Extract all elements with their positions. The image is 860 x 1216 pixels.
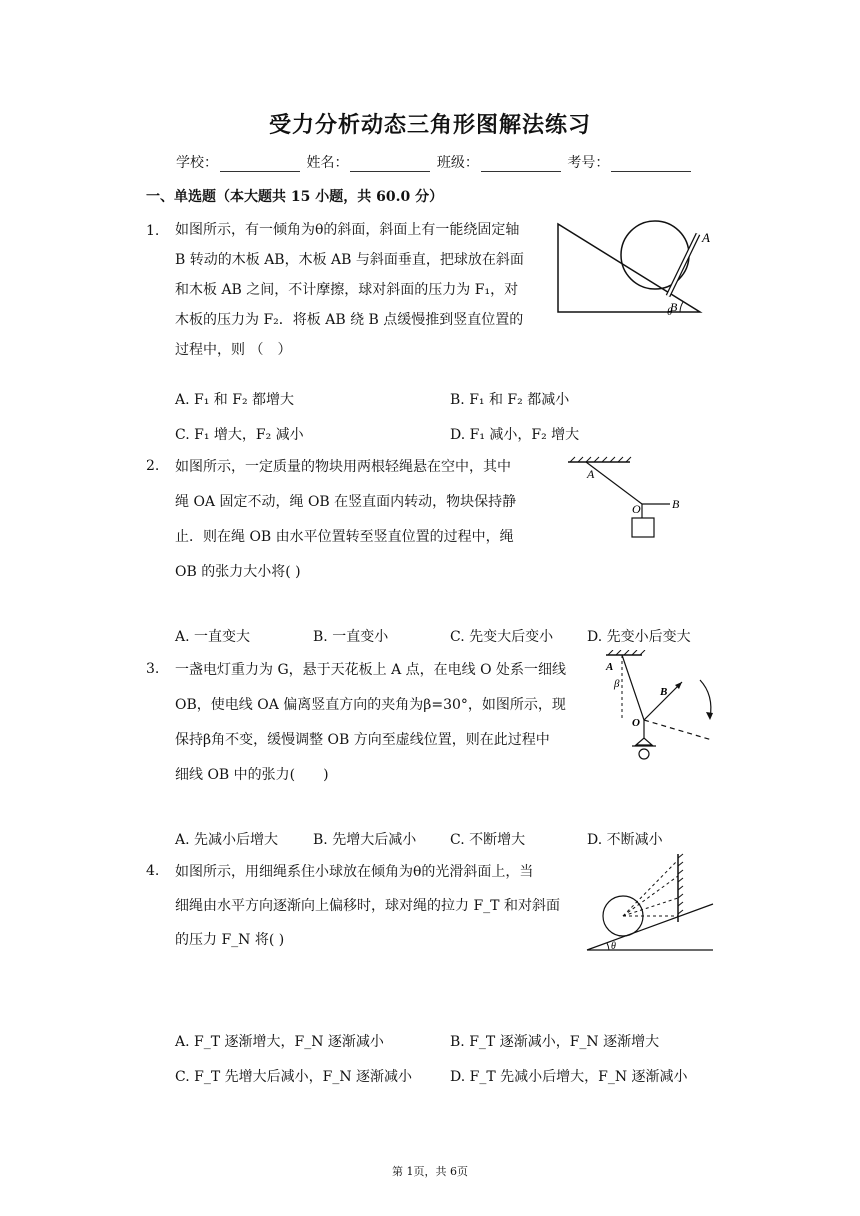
question-3-number: 3. — [146, 661, 160, 677]
question-4-option-d[interactable]: D. F_T 先减小后增大，F_N 逐渐减小 — [450, 1069, 688, 1085]
question-2-line: 止．则在绳 OB 由水平位置转至竖直位置的过程中，绳 — [175, 529, 514, 545]
question-4-option-b[interactable]: B. F_T 逐渐减小，F_N 逐渐增大 — [450, 1034, 660, 1050]
question-2-option-a[interactable]: A. 一直变大 — [175, 629, 251, 645]
question-2-line: OB 的张力大小将( ) — [175, 564, 301, 580]
question-4-option-a[interactable]: A. F_T 逐渐增大，F_N 逐渐减小 — [175, 1034, 384, 1050]
question-4-line: 如图所示，用细绳系住小球放在倾角为θ的光滑斜面上，当 — [175, 864, 534, 880]
question-1-option-a[interactable]: A. F₁ 和 F₂ 都增大 — [175, 392, 295, 408]
section-title: 一、单选题（本大题共 15 小题，共 60.0 分） — [146, 189, 444, 205]
question-1-line: 和木板 AB 之间，不计摩擦，球对斜面的压力为 F₁，对 — [175, 282, 519, 298]
question-2-line: 如图所示，一定质量的物块用两根轻绳悬在空中，其中 — [175, 459, 511, 475]
question-3-option-c[interactable]: C. 不断增大 — [450, 832, 526, 848]
name-label: 姓名： — [306, 155, 349, 171]
fig2-label-a: A — [587, 467, 595, 481]
fig1-label-a: A — [702, 230, 710, 245]
fig2-label-b: B — [672, 497, 680, 511]
question-4-line: 的压力 F_N 将( ) — [175, 932, 285, 948]
question-4-option-c[interactable]: C. F_T 先增大后减小，F_N 逐渐减小 — [175, 1069, 413, 1085]
question-1-line: B 转动的木板 AB，木板 AB 与斜面垂直，把球放在斜面 — [175, 252, 524, 268]
question-1-line: 如图所示，有一倾角为θ的斜面，斜面上有一能绕固定轴 — [175, 222, 520, 238]
question-4-figure — [585, 852, 715, 956]
question-1-line: 过程中，则 （ ） — [175, 342, 292, 358]
fig2-label-o: O — [632, 502, 641, 516]
name-blank[interactable] — [350, 157, 430, 172]
question-3-line: 一盏电灯重力为 G，悬于天花板上 A 点，在电线 O 处系一细线 — [175, 662, 567, 678]
question-4-line: 细绳由水平方向逐渐向上偏移时，球对绳的拉力 F_T 和对斜面 — [175, 898, 560, 914]
fig4-label-theta: θ — [611, 941, 616, 952]
question-2-option-b[interactable]: B. 一直变小 — [313, 629, 389, 645]
fig1-label-b: B — [670, 300, 678, 314]
school-label: 学校： — [176, 155, 218, 171]
question-1-figure — [550, 212, 710, 320]
question-2-figure — [560, 456, 680, 546]
question-3-option-a[interactable]: A. 先减小后增大 — [175, 832, 279, 848]
exam-no-label: 考号： — [567, 155, 610, 171]
fig3-label-b: B — [660, 686, 668, 698]
question-3-figure — [592, 650, 717, 770]
student-info-line — [176, 152, 693, 172]
class-blank[interactable] — [481, 157, 561, 172]
fig1-label-theta: θ — [667, 306, 673, 318]
question-2-option-c[interactable]: C. 先变大后变小 — [450, 629, 554, 645]
question-1-number: 1. — [146, 223, 160, 239]
question-3-text — [175, 653, 566, 793]
question-2-option-d[interactable]: D. 先变小后变大 — [587, 629, 691, 645]
fig3-label-a: A — [606, 661, 614, 673]
question-3-option-b[interactable]: B. 先增大后减小 — [313, 832, 417, 848]
question-2-text — [175, 450, 516, 590]
fig3-label-o: O — [632, 717, 640, 729]
page-footer: 第 1页，共 6页 — [392, 1165, 468, 1178]
question-2-line: 绳 OA 固定不动，绳 OB 在竖直面内转动，物块保持静 — [175, 494, 517, 510]
school-blank[interactable] — [220, 157, 300, 172]
class-label: 班级： — [436, 155, 479, 171]
question-1-option-c[interactable]: C. F₁ 增大，F₂ 减小 — [175, 427, 304, 443]
question-4-text — [175, 855, 560, 957]
page-title: 受力分析动态三角形图解法练习 — [268, 112, 591, 138]
question-1-option-d[interactable]: D. F₁ 减小，F₂ 增大 — [450, 427, 580, 443]
question-3-line: 保持β角不变，缓慢调整 OB 方向至虚线位置，则在此过程中 — [175, 732, 550, 748]
question-3-line: OB，使电线 OA 偏离竖直方向的夹角为β=30°，如图所示，现 — [175, 697, 566, 713]
exam-no-blank[interactable] — [611, 157, 691, 172]
question-1-option-b[interactable]: B. F₁ 和 F₂ 都减小 — [450, 392, 570, 408]
fig3-label-beta: β — [614, 678, 620, 690]
question-1-line: 木板的压力为 F₂．将板 AB 绕 B 点缓慢推到竖直位置的 — [175, 312, 524, 328]
question-2-number: 2. — [146, 458, 160, 474]
question-3-line: 细线 OB 中的张力( ) — [175, 767, 329, 783]
question-3-option-d[interactable]: D. 不断减小 — [587, 832, 663, 848]
question-1-text — [175, 215, 524, 365]
question-4-number: 4. — [146, 863, 160, 879]
